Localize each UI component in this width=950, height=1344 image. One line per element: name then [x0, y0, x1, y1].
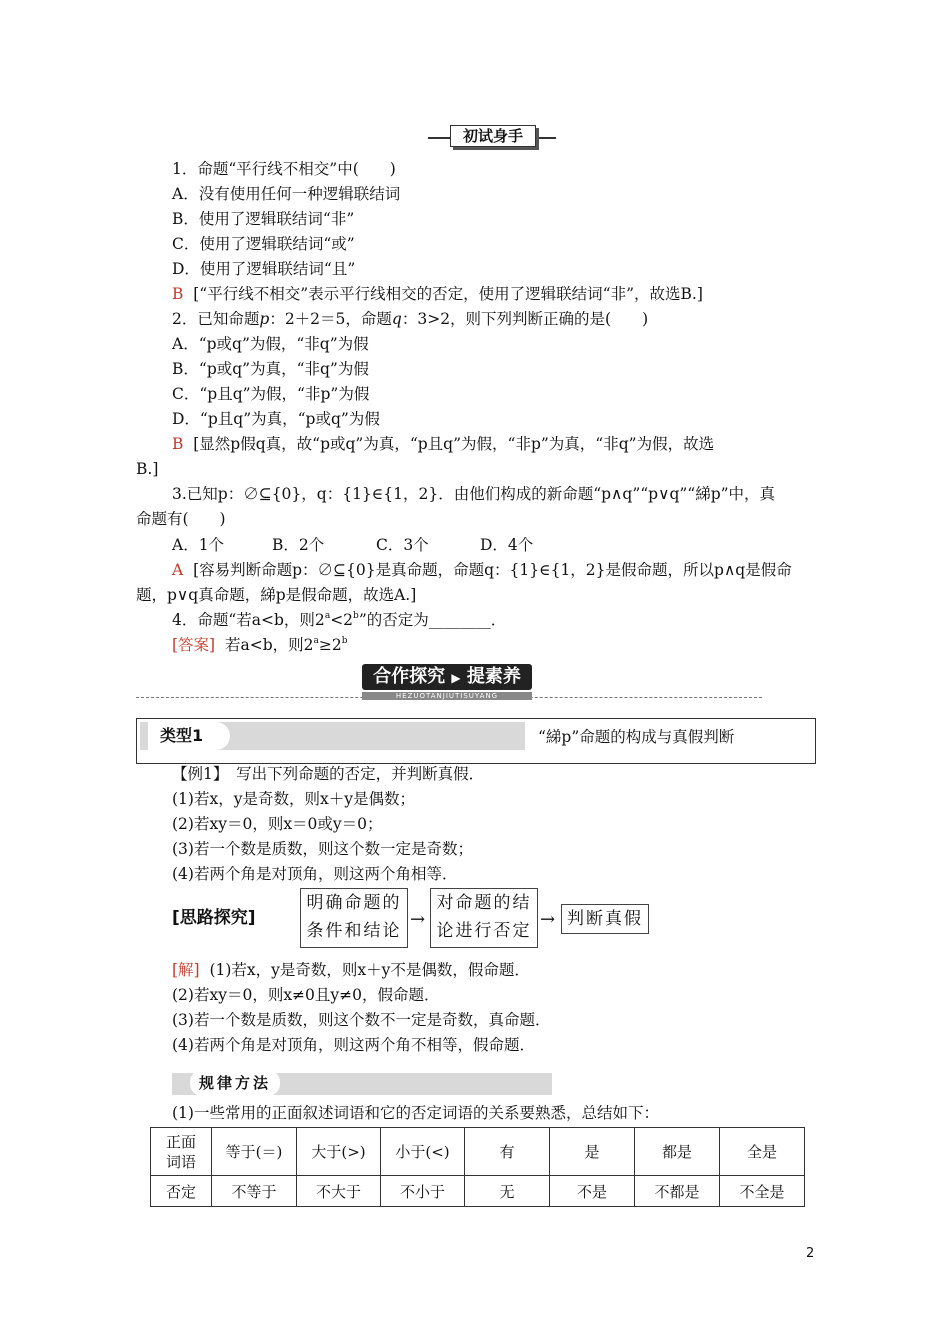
q2-answer-text: [显然p假q真，故“p或q”为真，“p且q”为假，“非p”为真，“非q”为假，故选 — [193, 435, 715, 453]
q4-stem-part: <2 — [330, 611, 354, 629]
example-item: (4)若两个角是对顶角，则这两个角相等． — [172, 865, 458, 883]
section-banner — [428, 125, 556, 149]
q3-option-d: D．4个 — [480, 536, 534, 554]
section2-pinyin: HEZUOTANJIUTISUYANG — [362, 692, 532, 700]
q1-answer — [172, 284, 703, 304]
q4-answer — [172, 635, 347, 655]
q3-answer-cont: 题，p∨q真命题，綈p是假命题，故选A.] — [136, 586, 417, 604]
type-label: 类型1 — [148, 722, 230, 750]
example-item: (1)若x，y是奇数，则x＋y是偶数； — [172, 790, 415, 808]
table-cell: 无 — [465, 1176, 550, 1207]
q1-option-d: D．使用了逻辑联结词“且” — [172, 260, 356, 278]
q2-answer — [172, 434, 714, 454]
q3-answer-letter: A — [172, 561, 184, 579]
flow-label: [思路探究] — [172, 908, 256, 928]
q4-stem — [172, 610, 506, 630]
table-cell: 全是 — [720, 1128, 805, 1176]
arrow-right-icon: → — [410, 909, 426, 930]
flow-box-3: 判断真假 — [561, 904, 649, 934]
q1-stem: 1．命题“平行线不相交”中( ) — [172, 160, 396, 178]
section2-banner — [354, 664, 540, 704]
table-cell: 不是 — [550, 1176, 635, 1207]
q1-option-b: B．使用了逻辑联结词“非” — [172, 210, 355, 228]
solution-item: (2)若xy＝0，则x≠0且y≠0，假命题． — [172, 986, 440, 1004]
solution-item: (4)若两个角是对顶角，则这两个角不相等，假命题． — [172, 1036, 535, 1054]
table-cell: 不全是 — [720, 1176, 805, 1207]
q2-stem — [172, 309, 648, 329]
table-head-cell — [151, 1128, 212, 1176]
table-cell: 都是 — [635, 1128, 720, 1176]
q2-option-b: B．“p或q”为真，“非q”为假 — [172, 360, 369, 378]
q3-answer-text: [容易判断命题p：∅⊆{0}是真命题，命题q：{1}∈{1，2}是假命题，所以p∧q是假命 — [193, 561, 792, 579]
solution-item: (3)若一个数是质数，则这个数不一定是奇数，真命题． — [172, 1011, 551, 1029]
q2-option-d: D．“p且q”为真，“p或q”为假 — [172, 410, 380, 428]
section2-title — [362, 664, 532, 690]
q2-answer-cont: B.] — [136, 460, 159, 478]
section2-title-a: 合作探究 — [373, 666, 446, 687]
table-head-cell: 否定 — [151, 1176, 212, 1207]
negation-table — [150, 1127, 805, 1207]
q3-option-a: A．1个 — [172, 536, 225, 554]
solution-item: (1)若x，y是奇数，则x＋y不是偶数，假命题． — [209, 961, 530, 979]
q4-answer-sup: b — [341, 636, 348, 646]
arrow-right-icon: → — [540, 909, 556, 930]
arrow-icon: ▶ — [451, 671, 461, 685]
q4-sup: a — [324, 611, 331, 621]
table-cell: 有 — [465, 1128, 550, 1176]
table-cell: 是 — [550, 1128, 635, 1176]
q1-option-c: C．使用了逻辑联结词“或” — [172, 235, 355, 253]
table-cell: 等于(＝) — [212, 1128, 297, 1176]
table-cell: 小于(<) — [381, 1128, 465, 1176]
flow-box-1 — [300, 888, 408, 948]
flow-box-2-line: 对命题的结 — [436, 893, 532, 913]
rule-intro: (1)一些常用的正面叙述词语和它的否定词语的关系要熟悉，总结如下： — [172, 1104, 659, 1122]
q4-answer-label: [答案] — [172, 636, 216, 654]
flow-box-1-line: 明确命题的 — [306, 893, 402, 913]
q3-answer — [172, 560, 792, 580]
table-cell: 不等于 — [212, 1176, 297, 1207]
type-title: “綈p”命题的构成与真假判断 — [538, 728, 735, 746]
solution-line-1 — [172, 960, 530, 980]
flow-box-2 — [430, 888, 538, 948]
table-row — [151, 1128, 805, 1176]
example-item: (3)若一个数是质数，则这个数一定是奇数； — [172, 840, 473, 858]
q2-stem-part: 2．已知命题 — [172, 310, 260, 328]
example-item: (2)若xy＝0，则x＝0或y＝0； — [172, 815, 383, 833]
q4-stem-part: 4．命题“若a<b，则2 — [172, 611, 325, 629]
table-cell: 不都是 — [635, 1176, 720, 1207]
q4-stem-part: ”的否定为________． — [358, 611, 507, 629]
flow-box-1-line: 条件和结论 — [306, 921, 402, 941]
table-cell: 大于(>) — [297, 1128, 381, 1176]
q3-option-c: C．3个 — [376, 536, 429, 554]
page-number: 2 — [806, 1246, 815, 1261]
solution-label: [解] — [172, 961, 200, 979]
example-head: 【例1】 写出下列命题的否定，并判断真假． — [172, 765, 485, 783]
q2-var-q: q — [391, 310, 402, 328]
q2-option-c: C．“p且q”为假，“非p”为假 — [172, 385, 370, 403]
q1-answer-letter: B — [172, 285, 184, 303]
flow-box-2-line: 论进行否定 — [436, 921, 532, 941]
q3-stem-cont: 命题有( ) — [136, 510, 226, 528]
q1-option-a: A．没有使用任何一种逻辑联结词 — [172, 185, 401, 203]
q3-option-b: B．2个 — [272, 536, 325, 554]
table-row — [151, 1176, 805, 1207]
q2-option-a: A．“p或q”为假，“非q”为假 — [172, 335, 369, 353]
q4-sup: b — [353, 611, 359, 621]
q4-answer-part: ≥2 — [318, 636, 342, 654]
rule-label: 规律方法 — [190, 1070, 280, 1096]
table-cell: 不大于 — [297, 1176, 381, 1207]
section2-title-b: 提素养 — [466, 666, 521, 687]
q4-answer-part: 若a<b，则2 — [224, 636, 314, 654]
q2-stem-part: ：2＋2＝5，命题 — [269, 310, 392, 328]
q3-stem: 3.已知p：∅⊆{0}，q：{1}∈{1，2}．由他们构成的新命题“p∧q”“p∨q”“綈p”中，真 — [172, 485, 776, 503]
table-cell: 不小于 — [381, 1176, 465, 1207]
table-head-line: 正面 — [165, 1132, 196, 1151]
q2-var-p: p — [259, 310, 270, 328]
section-title: 初试身手 — [450, 125, 536, 147]
q2-answer-letter: B — [172, 435, 184, 453]
table-head-line: 词语 — [165, 1152, 196, 1171]
q2-stem-part: ：3>2，则下列判断正确的是( ) — [401, 310, 649, 328]
q4-answer-sup: a — [313, 636, 319, 646]
q1-answer-text: [“平行线不相交”表示平行线相交的否定，使用了逻辑联结词“非”，故选B.] — [193, 285, 703, 303]
